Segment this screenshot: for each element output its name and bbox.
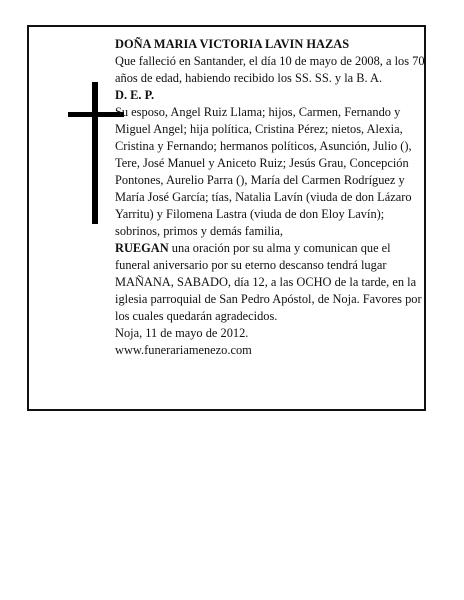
family-list: Su esposo, Angel Ruiz Llama; hijos, Carmen, Fernando y Miguel Angel; hija política, Cristina Pérez; nietos, Alexia, Cristina y Fernando; hermanos políticos, Asunción, Julio (), Tere, José Manuel y Aniceto Ruiz; Jesús Grau, Concepción Pontones, Aurelio Parra (), María del Carmen Rodríguez y María José García; tías, Natalia Lavín (viuda de don Lázaro Yarritu) y Filomena Lastra (viuda de don Eloy Lavín); sobrinos, primos y demás familia,	[115, 105, 412, 238]
place-date: Noja, 11 de mayo de 2012.	[115, 326, 249, 340]
website: www.funerariamenezo.com	[115, 343, 252, 357]
request-text: una oración por su alma y comunican que el funeral aniversario por su eterno descanso tendrá lugar MAÑANA, SABADO, día 12, a las OCHO de la tarde, en la iglesia parroquial de San Pedro Apóstol, de Noja. Favores por los cuales quedarán agradecidos.	[115, 241, 422, 323]
request-lead: RUEGAN	[115, 241, 169, 255]
death-info: Que falleció en Santander, el día 10 de mayo de 2008, a los 70 años de edad, habiendo recibido los SS. SS. y la B. A.	[115, 54, 425, 85]
rest-in-peace: D. E. P.	[115, 88, 155, 102]
obituary-text	[115, 36, 425, 359]
funeral-request	[115, 240, 425, 325]
deceased-name: DOÑA MARIA VICTORIA LAVIN HAZAS	[115, 37, 350, 51]
